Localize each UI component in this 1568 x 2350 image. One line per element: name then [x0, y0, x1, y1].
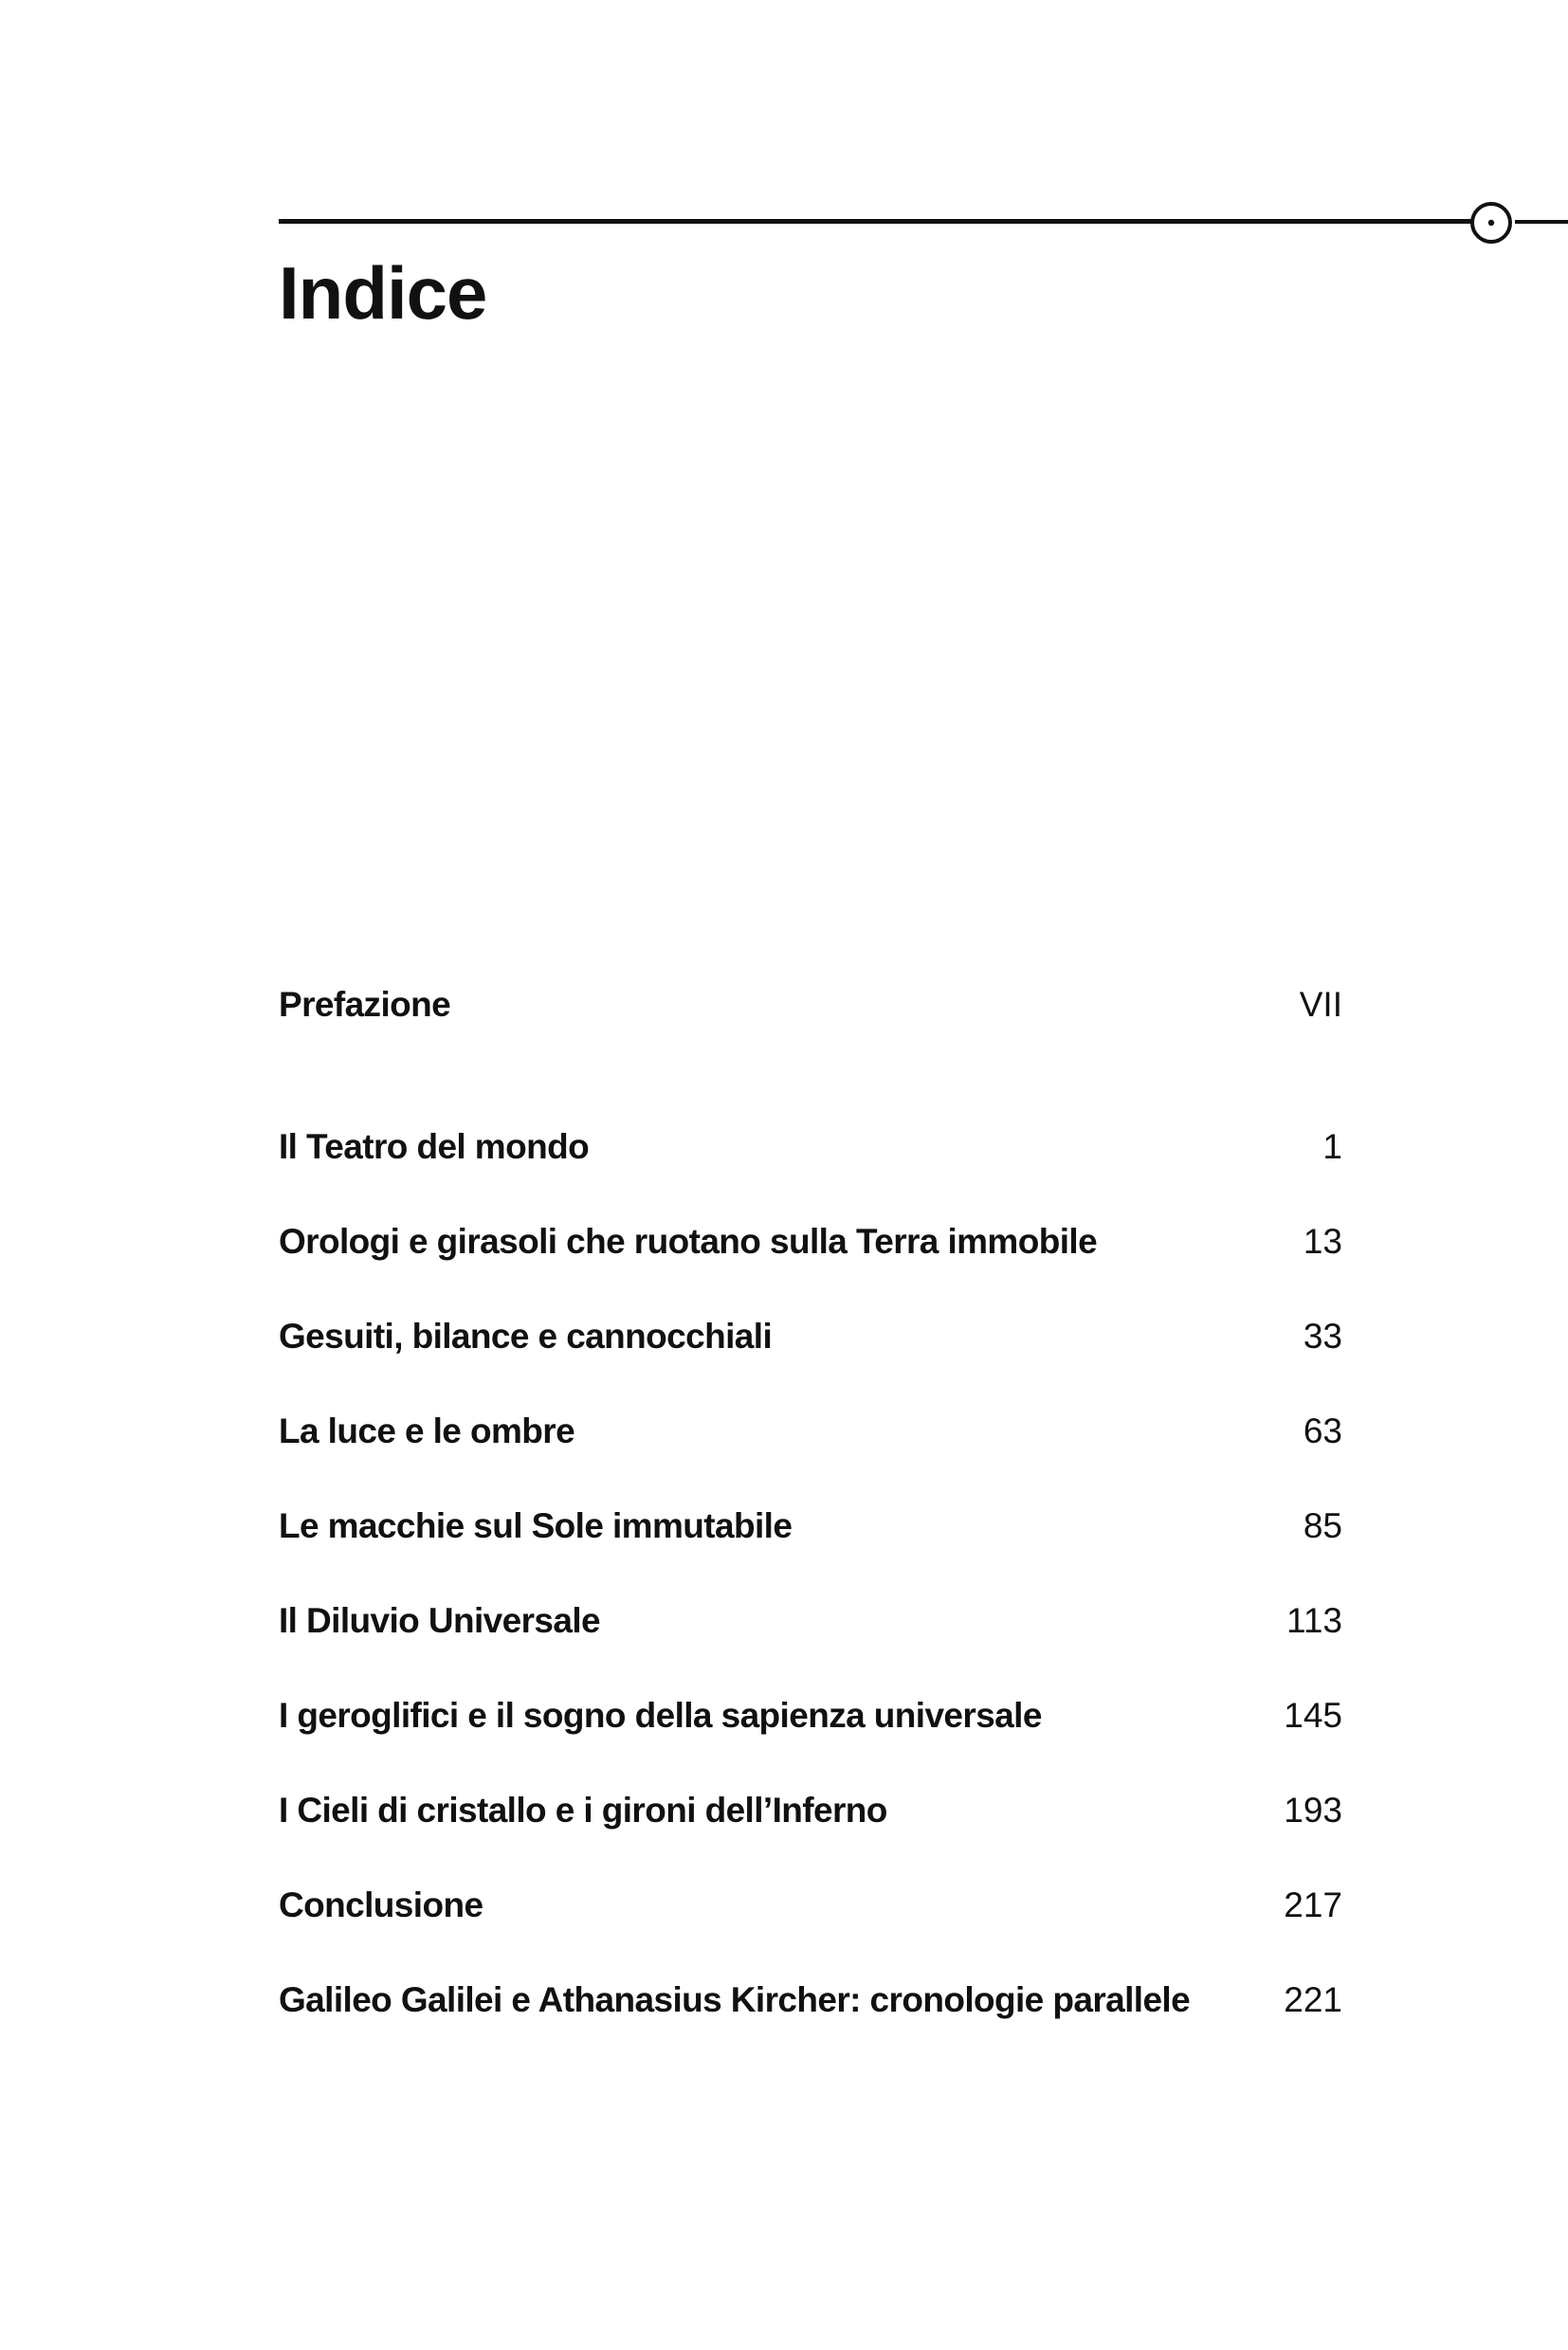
toc-entry-title: Orologi e girasoli che ruotano sulla Terra immobile — [279, 1222, 1098, 1261]
toc-entry-title: I Cieli di cristallo e i gironi dell’Inferno — [279, 1791, 887, 1830]
circle-dot-icon — [1468, 199, 1515, 246]
header-rule-tail — [1515, 220, 1568, 224]
toc-entry-page: 113 — [1286, 1601, 1342, 1640]
toc-entry-page: 1 — [1322, 1127, 1342, 1166]
toc-entry-title: Il Diluvio Universale — [279, 1601, 601, 1640]
toc-entry[interactable] — [279, 1867, 1342, 1962]
toc-entry-title: Le macchie sul Sole immutabile — [279, 1506, 793, 1545]
toc-entry[interactable] — [279, 1299, 1342, 1394]
toc-entry[interactable] — [279, 1109, 1342, 1204]
table-of-contents — [279, 967, 1342, 2057]
toc-entry-page: 33 — [1303, 1317, 1342, 1356]
toc-entry-title: La luce e le ombre — [279, 1412, 575, 1450]
page-title: Indice — [279, 251, 487, 335]
toc-entry-page: 145 — [1284, 1696, 1342, 1735]
toc-entry-page: 13 — [1303, 1222, 1342, 1261]
toc-entry[interactable] — [279, 967, 1342, 1109]
toc-entry-title: Gesuiti, bilance e cannocchiali — [279, 1317, 773, 1356]
toc-entry[interactable] — [279, 1773, 1342, 1867]
toc-entry-title: Galileo Galilei e Athanasius Kircher: cronologie parallele — [279, 1980, 1191, 2019]
toc-entry-page: 221 — [1284, 1980, 1342, 2019]
toc-entry[interactable] — [279, 1678, 1342, 1773]
toc-entry-title: Il Teatro del mondo — [279, 1127, 590, 1166]
toc-entry[interactable] — [279, 1394, 1342, 1488]
toc-entry-title: I geroglifici e il sogno della sapienza universale — [279, 1696, 1042, 1735]
toc-entry-title: Prefazione — [279, 985, 451, 1024]
toc-entry-page: VII — [1299, 985, 1342, 1024]
toc-entry[interactable] — [279, 1962, 1342, 2057]
toc-entry[interactable] — [279, 1204, 1342, 1299]
toc-entry-page: 63 — [1303, 1412, 1342, 1450]
toc-entry[interactable] — [279, 1488, 1342, 1583]
toc-entry-page: 217 — [1284, 1885, 1342, 1924]
header-rule — [279, 219, 1473, 224]
toc-entry-title: Conclusione — [279, 1885, 483, 1924]
toc-entry[interactable] — [279, 1583, 1342, 1678]
toc-entry-page: 85 — [1303, 1506, 1342, 1545]
toc-entry-page: 193 — [1284, 1791, 1342, 1830]
